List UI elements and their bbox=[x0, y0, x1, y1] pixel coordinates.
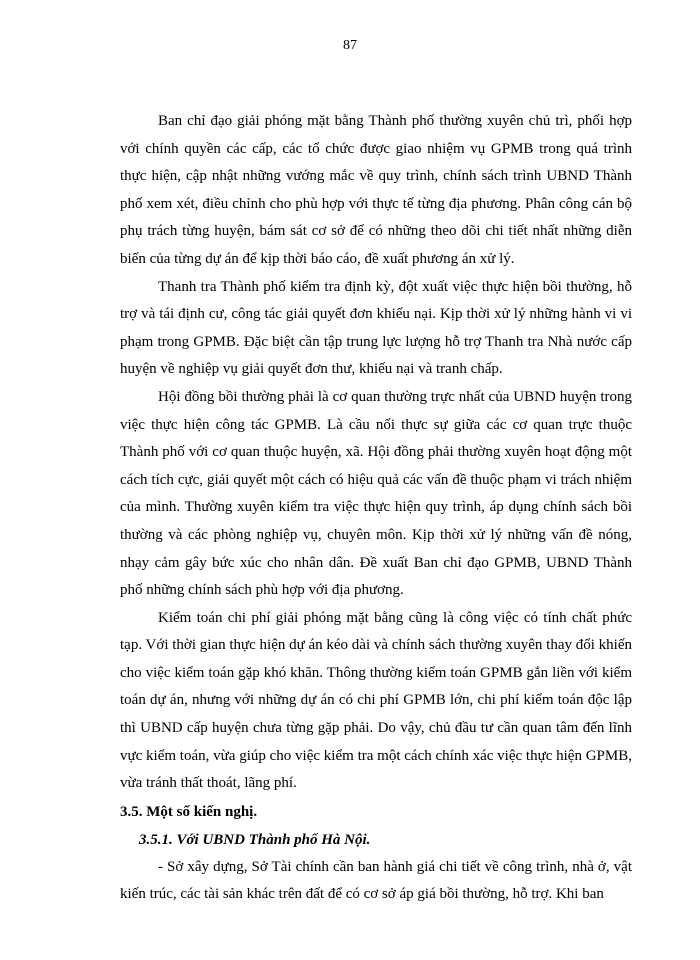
paragraph-compensation-council: Hội đồng bồi thường phải là cơ quan thường trực nhất của UBND huyện trong việc thực hiện công tác GPMB. Là cầu nối thực sự giữa các cơ quan trực thuộc Thành phố với cơ quan thuộc huyện, xã. Hội đồng phải thường xuyên hoạt động một cách tích cực, giải quyết một cách có hiệu quả các vấn đề thuộc phạm vi trách nhiệm của mình. Thường xuyên kiểm tra việc thực hiện quy trình, áp dụng chính sách bồi thường và các phòng nghiệp vụ, chuyên môn. Kịp thời xử lý những vấn đề nóng, nhạy cảm gây bức xúc cho nhân dân. Đề xuất Ban chỉ đạo GPMB, UBND Thành phố những chính sách phù hợp với địa phương. bbox=[120, 388, 632, 599]
paragraph-audit: Kiểm toán chi phí giải phóng mặt bằng cũng là công việc có tính chất phức tạp. Với thời gian thực hiện dự án kéo dài và chính sách thường xuyên thay đổi khiến cho việc kiểm toán gặp khó khăn. Thông thường kiểm toán GPMB gắn liền với kiểm toán dự án, nhưng với những dự án có chi phí GPMB lớn, chi phí kiểm toán độc lập thì UBND cấp huyện chưa từng gặp phải. Do vậy, chủ đầu tư cần quan tâm đến lĩnh vực kiểm toán, vừa giúp cho việc kiểm tra một cách chính xác việc thực hiện GPMB, vừa tránh thất thoát, lãng phí. bbox=[120, 609, 632, 792]
paragraph-inspection: Thanh tra Thành phố kiểm tra định kỳ, đột xuất việc thực hiện bồi thường, hỗ trợ và tái định cư, công tác giải quyết đơn khiếu nại. Kịp thời xử lý những hành vi vi phạm trong GPMB. Đặc biệt cần tập trung lực lượng hỗ trợ Thanh tra Nhà nước cấp huyện về nghiệp vụ giải quyết đơn thư, khiếu nại và tranh chấp. bbox=[120, 278, 632, 378]
subsection-heading: 3.5.1. Với UBND Thành phố Hà Nội. bbox=[139, 831, 371, 848]
document-body bbox=[120, 108, 632, 909]
section-heading: 3.5. Một số kiến nghị. bbox=[120, 803, 258, 820]
paragraph-steering-committee: Ban chỉ đạo giải phóng mặt bằng Thành phố thường xuyên chủ trì, phối hợp với chính quyền các cấp, các tổ chức được giao nhiệm vụ GPMB trong quá trình thực hiện, cập nhật những vướng mắc về quy trình, chính sách trình UBND Thành phố xem xét, điều chỉnh cho phù hợp với thực tế từng địa phương. Phân công cán bộ phụ trách từng huyện, bám sát cơ sở để có những theo dõi chi tiết nhất những diễn biến của từng dự án để kịp thời báo cáo, đề xuất phương án xử lý. bbox=[120, 113, 632, 267]
bullet-paragraph: - Sở xây dựng, Sở Tài chính cần ban hành giá chi tiết về công trình, nhà ở, vật kiến trúc, các tài sản khác trên đất để có cơ sở áp giá bồi thường, hỗ trợ. Khi ban bbox=[120, 858, 632, 903]
page-number: 87 bbox=[343, 38, 357, 53]
